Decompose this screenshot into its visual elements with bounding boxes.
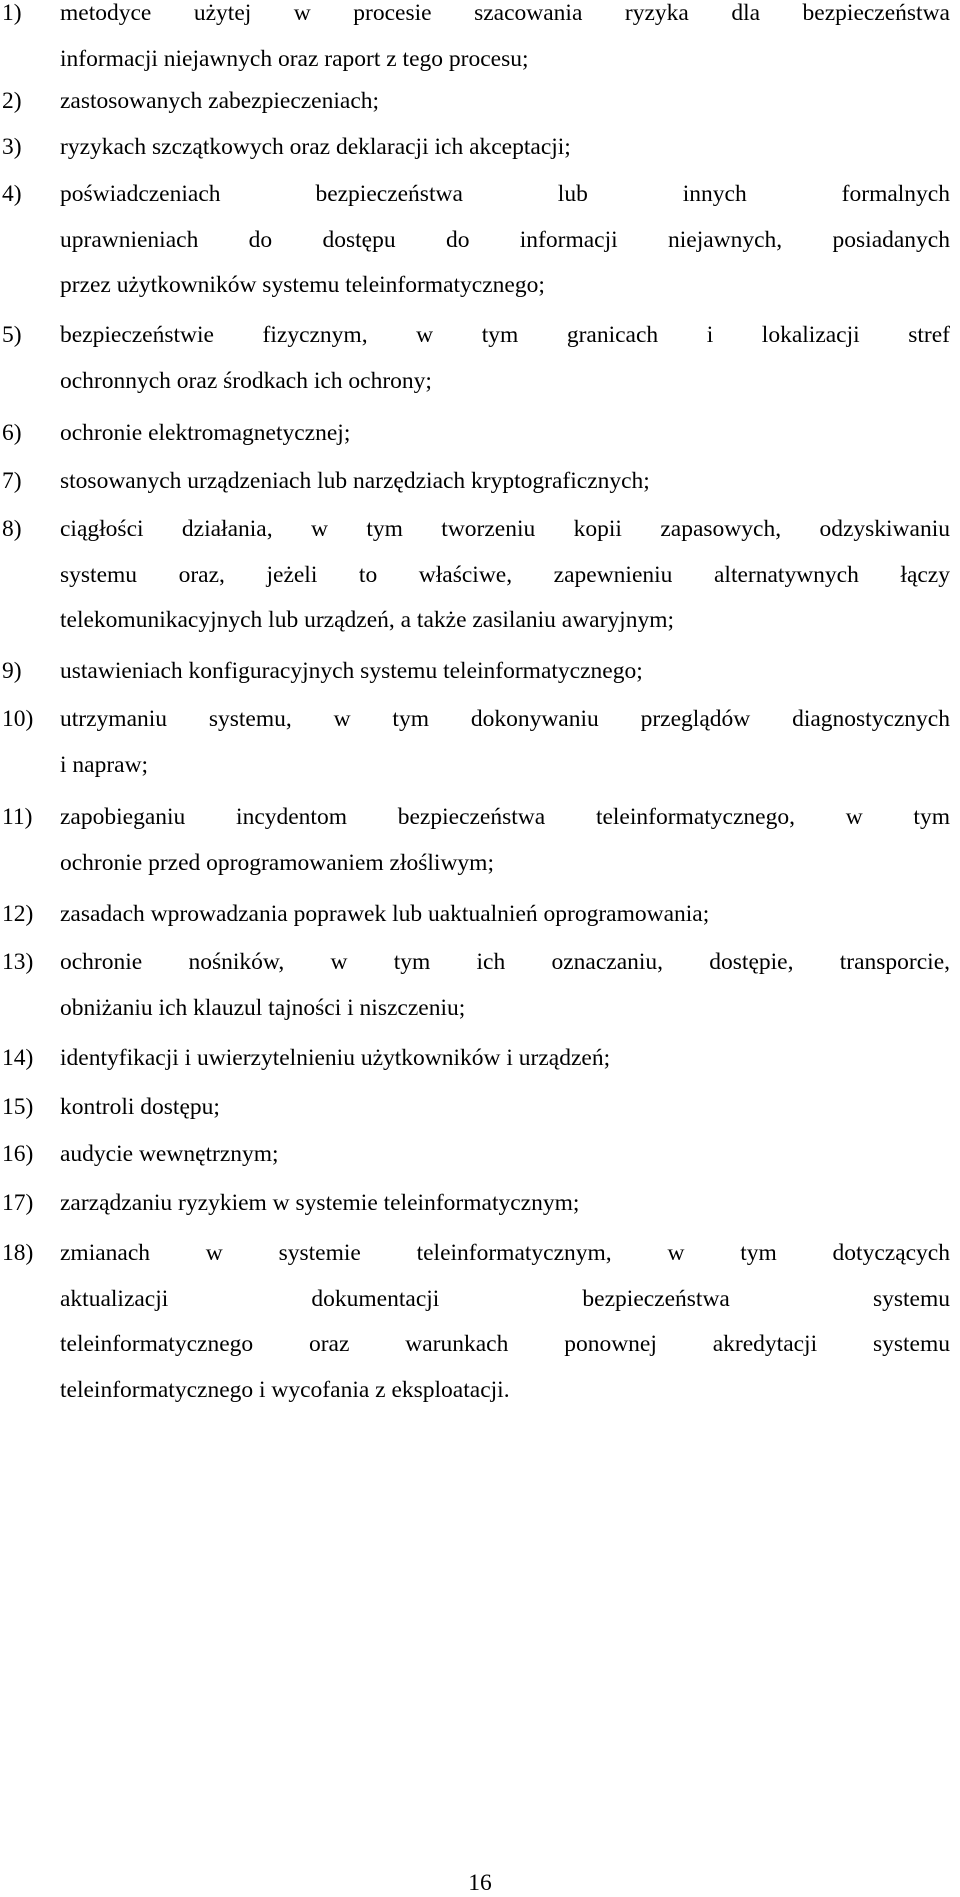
list-item-text-line: teleinformatycznego oraz warunkach ponownej akredytacji systemu xyxy=(60,1331,950,1357)
list-item-number: 1) xyxy=(2,0,22,26)
list-item-text-line: i napraw; xyxy=(60,751,149,778)
list-item-number: 7) xyxy=(2,468,22,494)
list-item-number: 9) xyxy=(2,658,22,684)
list-item-number: 14) xyxy=(2,1045,34,1071)
list-item-text-line: ochronie elektromagnetycznej; xyxy=(60,420,351,446)
list-item-number: 5) xyxy=(2,322,22,348)
list-item-text-line: ochronie przed oprogramowaniem złośliwym; xyxy=(60,849,494,876)
list-item-text-line: obniżaniu ich klauzul tajności i niszczeniu; xyxy=(60,994,466,1021)
list-item-text-line: ciągłości działania, w tym tworzeniu kopii zapasowych, odzyskiwaniu xyxy=(60,516,950,542)
page-number: 16 xyxy=(468,1870,492,1896)
list-item-text-line: zarządzaniu ryzykiem w systemie teleinformatycznym; xyxy=(60,1190,580,1216)
list-item-text-line: zapobieganiu incydentom bezpieczeństwa teleinformatycznego, w tym xyxy=(60,804,950,830)
list-item-text-line: utrzymaniu systemu, w tym dokonywaniu przeglądów diagnostycznych xyxy=(60,706,950,732)
list-item-text-line: teleinformatycznego i wycofania z eksploatacji. xyxy=(60,1376,510,1403)
list-item-text-line: telekomunikacyjnych lub urządzeń, a także zasilaniu awaryjnym; xyxy=(60,607,675,633)
list-item-text-line: przez użytkowników systemu teleinformatycznego; xyxy=(60,272,545,298)
list-item-text-line: zastosowanych zabezpieczeniach; xyxy=(60,88,380,114)
list-item-number: 6) xyxy=(2,420,22,446)
list-item-number: 13) xyxy=(2,949,34,975)
list-item-text-line: bezpieczeństwie fizycznym, w tym granicach i lokalizacji stref xyxy=(60,322,950,348)
list-item-text-line: zmianach w systemie teleinformatycznym, w tym dotyczących xyxy=(60,1240,950,1266)
list-item-number: 17) xyxy=(2,1190,34,1216)
list-item-text-line: systemu oraz, jeżeli to właściwe, zapewnieniu alternatywnych łączy xyxy=(60,561,950,588)
list-item-text-line: audycie wewnętrznym; xyxy=(60,1141,279,1167)
list-item-number: 18) xyxy=(2,1240,34,1266)
list-item-text-line: stosowanych urządzeniach lub narzędziach kryptograficznych; xyxy=(60,468,650,494)
list-item-text-line: ochronnych oraz środkach ich ochrony; xyxy=(60,367,432,394)
list-item-number: 11) xyxy=(2,804,33,830)
list-item-text-line: ustawieniach konfiguracyjnych systemu teleinformatycznego; xyxy=(60,658,643,684)
list-item-text-line: uprawnieniach do dostępu do informacji niejawnych, posiadanych xyxy=(60,226,950,253)
list-item-number: 10) xyxy=(2,706,34,732)
list-item-text-line: identyfikacji i uwierzytelnieniu użytkowników i urządzeń; xyxy=(60,1045,611,1071)
list-item-text-line: ochronie nośników, w tym ich oznaczaniu, dostępie, transporcie, xyxy=(60,949,950,975)
list-item-number: 16) xyxy=(2,1141,34,1167)
list-item-text-line: poświadczeniach bezpieczeństwa lub innych formalnych xyxy=(60,181,950,207)
list-item-number: 2) xyxy=(2,88,22,114)
list-item-text-line: aktualizacji dokumentacji bezpieczeństwa systemu xyxy=(60,1285,950,1312)
list-item-number: 15) xyxy=(2,1094,34,1120)
list-item-number: 3) xyxy=(2,134,22,160)
list-item-text-line: kontroli dostępu; xyxy=(60,1094,220,1120)
list-item-number: 12) xyxy=(2,901,34,927)
list-item-text-line: zasadach wprowadzania poprawek lub uaktualnień oprogramowania; xyxy=(60,901,710,927)
list-item-number: 4) xyxy=(2,181,22,207)
list-item-number: 8) xyxy=(2,516,22,542)
list-item-text-line: informacji niejawnych oraz raport z tego procesu; xyxy=(60,45,529,72)
list-item-text-line: ryzykach szczątkowych oraz deklaracji ich akceptacji; xyxy=(60,134,571,160)
list-item-text-line: metodyce użytej w procesie szacowania ryzyka dla bezpieczeństwa xyxy=(60,0,950,26)
